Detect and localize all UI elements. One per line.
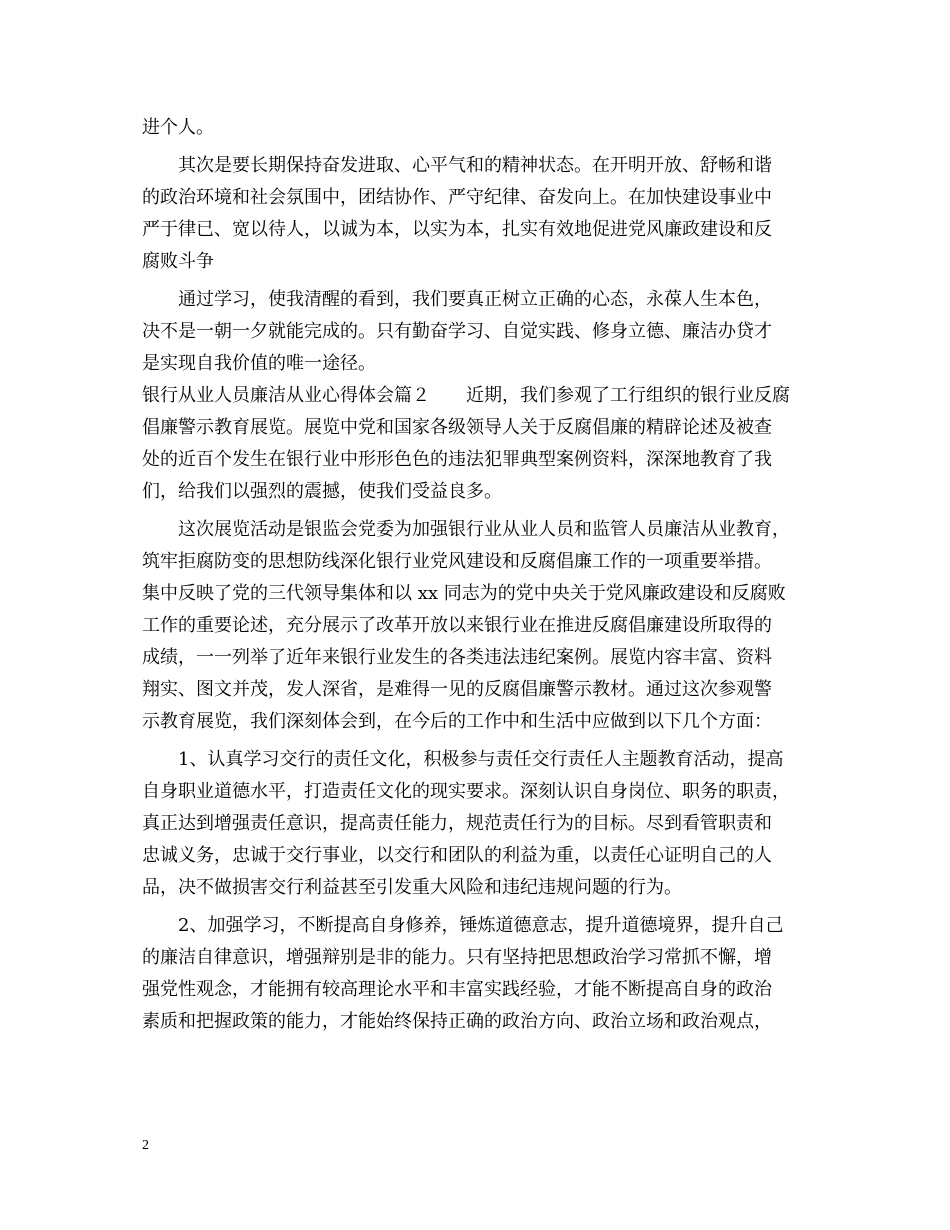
page-number: 2: [142, 1138, 149, 1153]
text-line: 银行从业人员廉洁从业心得体会篇２ 近期，我们参观了工行组织的银行业反腐: [142, 385, 790, 406]
text-line: 2、加强学习，不断提高自身修养，锤炼道德意志，提升道德境界，提升自己: [142, 915, 784, 936]
text-line: 成绩，一一列举了近年来银行业发生的各类违法违纪案例。展览内容丰富、资料: [142, 647, 772, 668]
text-line: 决不是一朝一夕就能完成的。只有勤奋学习、自觉实践、修身立德、廉洁办贷才: [142, 321, 772, 342]
text-line: 的政治环境和社会氛围中，团结协作、严守纪律、奋发向上。在加快建设事业中: [142, 187, 772, 208]
text-line: 这次展览活动是银监会党委为加强银行业从业人员和监管人员廉洁从业教育，: [142, 519, 790, 540]
paragraph: [142, 150, 822, 278]
paragraph: [142, 910, 822, 1038]
text-line: 是实现自我价值的唯一途径。: [142, 353, 376, 374]
text-line: 们，给我们以强烈的震撼，使我们受益良多。: [142, 481, 502, 502]
text-line: 翔实、图文并茂，发人深省，是难得一见的反腐倡廉警示教材。通过这次参观警: [142, 679, 772, 700]
text-line: 品，决不做损害交行利益甚至引发重大风险和违纪违规问题的行为。: [142, 877, 682, 898]
paragraph: [142, 112, 822, 144]
text-line: 的廉洁自律意识，增强辩别是非的能力。只有坚持把思想政治学习常抓不懈，增: [142, 947, 772, 968]
text-line: 腐败斗争: [142, 251, 214, 272]
text-line: 集中反映了党的三代领导集体和以 xx 同志为的党中央关于党风廉政建设和反腐败: [142, 583, 786, 604]
paragraph: [142, 284, 822, 380]
text-line: 其次是要长期保持奋发进取、心平气和的精神状态。在开明开放、舒畅和谐: [142, 155, 772, 176]
text-line: 1、认真学习交行的责任文化，积极参与责任交行责任人主题教育活动，提高: [142, 749, 784, 770]
text-line: 忠诚义务，忠诚于交行事业，以交行和团队的利益为重，以责任心证明自己的人: [142, 845, 772, 866]
paragraph: [142, 514, 822, 738]
document-page: [142, 112, 822, 1038]
text-line: 真正达到增强责任意识，提高责任能力，规范责任行为的目标。尽到看管职责和: [142, 813, 772, 834]
text-line: 自身职业道德水平，打造责任文化的现实要求。深刻认识自身岗位、职务的职责，: [142, 781, 790, 802]
text-line: 通过学习，使我清醒的看到，我们要真正树立正确的心态，永葆人生本色，: [142, 289, 772, 310]
text-line: 工作的重要论述，充分展示了改革开放以来银行业在推进反腐倡廉建设所取得的: [142, 615, 772, 636]
text-line: 筑牢拒腐防变的思想防线深化银行业党风建设和反腐倡廉工作的一项重要举措。: [142, 551, 772, 572]
paragraph: [142, 380, 822, 508]
text-line: 处的近百个发生在银行业中形形色色的违法犯罪典型案例资料，深深地教育了我: [142, 449, 772, 470]
text-line: 倡廉警示教育展览。展览中党和国家各级领导人关于反腐倡廉的精辟论述及被查: [142, 417, 772, 438]
text-line: 严于律已、宽以待人，以诚为本，以实为本，扎实有效地促进党风廉政建设和反: [142, 219, 772, 240]
paragraph: [142, 744, 822, 904]
text-line: 进个人。: [142, 117, 214, 138]
text-line: 素质和把握政策的能力，才能始终保持正确的政治方向、政治立场和政治观点，: [142, 1011, 772, 1032]
text-line: 强党性观念，才能拥有较高理论水平和丰富实践经验，才能不断提高自身的政治: [142, 979, 772, 1000]
text-line: 示教育展览，我们深刻体会到，在今后的工作中和生活中应做到以下几个方面：: [142, 711, 772, 732]
